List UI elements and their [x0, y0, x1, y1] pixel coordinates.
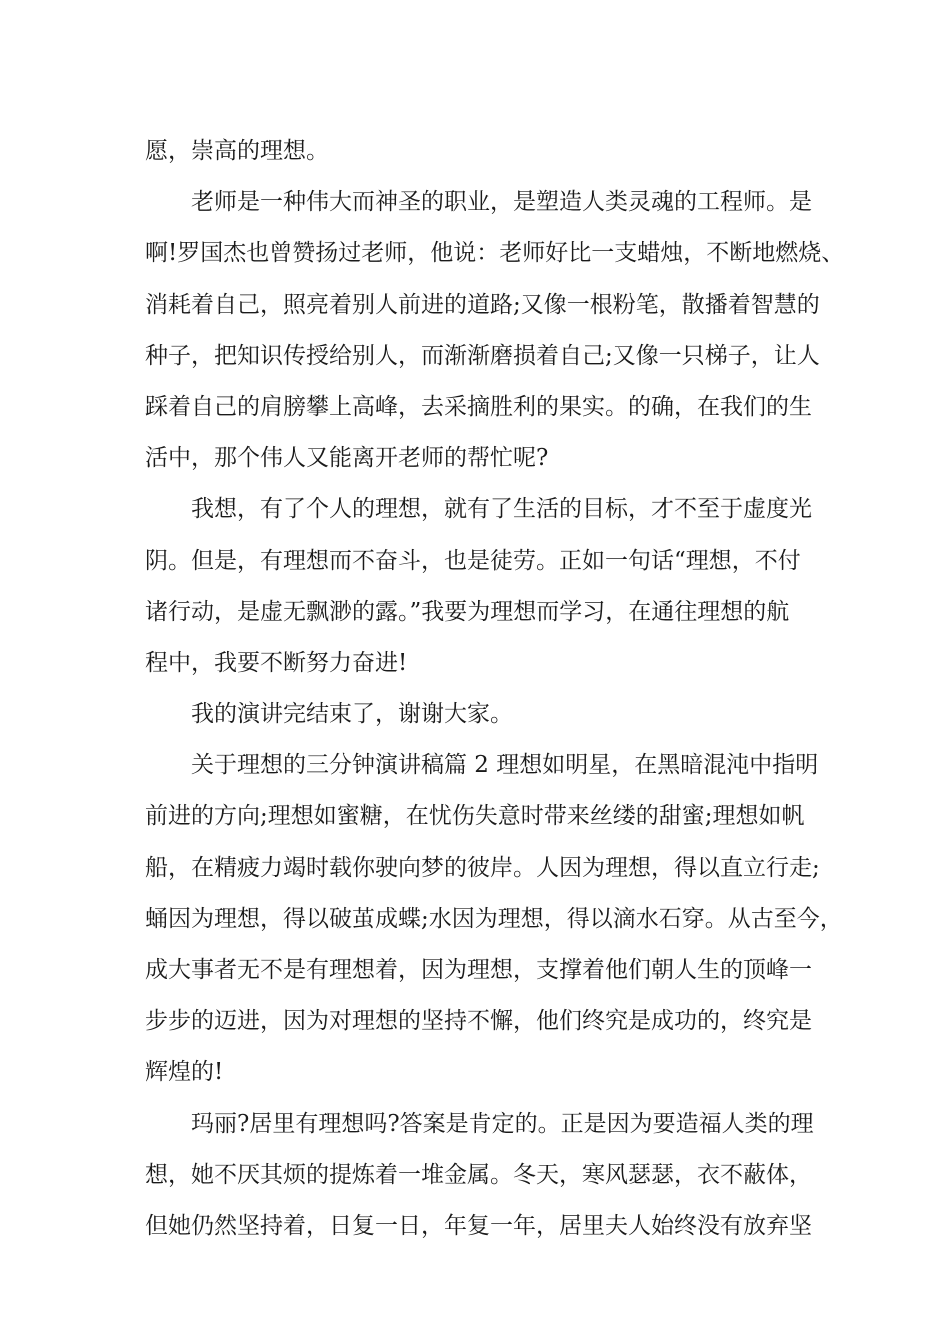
- text-line: 步步的迈进，因为对理想的坚持不懈，他们终究是成功的，终究是: [145, 1008, 812, 1035]
- text-line: 蛹因为理想，得以破茧成蝶;水因为理想，得以滴水石穿。从古至今，: [145, 905, 843, 932]
- text-line: 关于理想的三分钟演讲稿篇 2 理想如明星，在黑暗混沌中指明: [191, 752, 819, 779]
- text-line: 种子，把知识传授给别人，而渐渐磨损着自己;又像一只梯子，让人: [145, 342, 820, 369]
- text-line: 我的演讲完结束了，谢谢大家。: [191, 701, 513, 728]
- text-line: 但她仍然坚持着，日复一日，年复一年，居里夫人始终没有放弃坚: [145, 1212, 812, 1239]
- text-line: 我想，有了个人的理想，就有了生活的目标，才不至于虚度光: [191, 496, 812, 523]
- text-line: 程中，我要不断努力奋进!: [145, 649, 408, 676]
- document-body: [145, 126, 845, 1252]
- text-line: 诸行动，是虚无飘渺的露。”我要为理想而学习，在通往理想的航: [145, 598, 790, 625]
- text-line: 消耗着自己，照亮着别人前进的道路;又像一根粉笔，散播着智慧的: [145, 291, 820, 318]
- text-line: 船，在精疲力竭时载你驶向梦的彼岸。人因为理想，得以直立行走;: [145, 854, 820, 881]
- text-line: 活中，那个伟人又能离开老师的帮忙呢?: [145, 445, 549, 472]
- text-line: 前进的方向;理想如蜜糖，在忧伤失意时带来丝缕的甜蜜;理想如帆: [145, 803, 805, 830]
- text-line: 踩着自己的肩膀攀上高峰，去采摘胜利的果实。的确，在我们的生: [145, 393, 812, 420]
- text-line: 辉煌的!: [145, 1059, 224, 1086]
- text-line: 啊!罗国杰也曾赞扬过老师，他说：老师好比一支蜡烛，不断地燃烧、: [145, 240, 845, 267]
- text-line: 想，她不厌其烦的提炼着一堆金属。冬天，寒风瑟瑟，衣不蔽体，: [145, 1161, 812, 1188]
- text-line: 老师是一种伟大而神圣的职业，是塑造人类灵魂的工程师。是: [191, 189, 812, 216]
- text-line: 愿，崇高的理想。: [145, 138, 329, 164]
- text-line: 玛丽?居里有理想吗?答案是肯定的。正是因为要造福人类的理: [191, 1110, 814, 1137]
- text-line: 成大事者无不是有理想着，因为理想，支撑着他们朝人生的顶峰一: [145, 957, 812, 983]
- text-line: 阴。但是，有理想而不奋斗，也是徒劳。正如一句话“理想，不付: [145, 547, 801, 574]
